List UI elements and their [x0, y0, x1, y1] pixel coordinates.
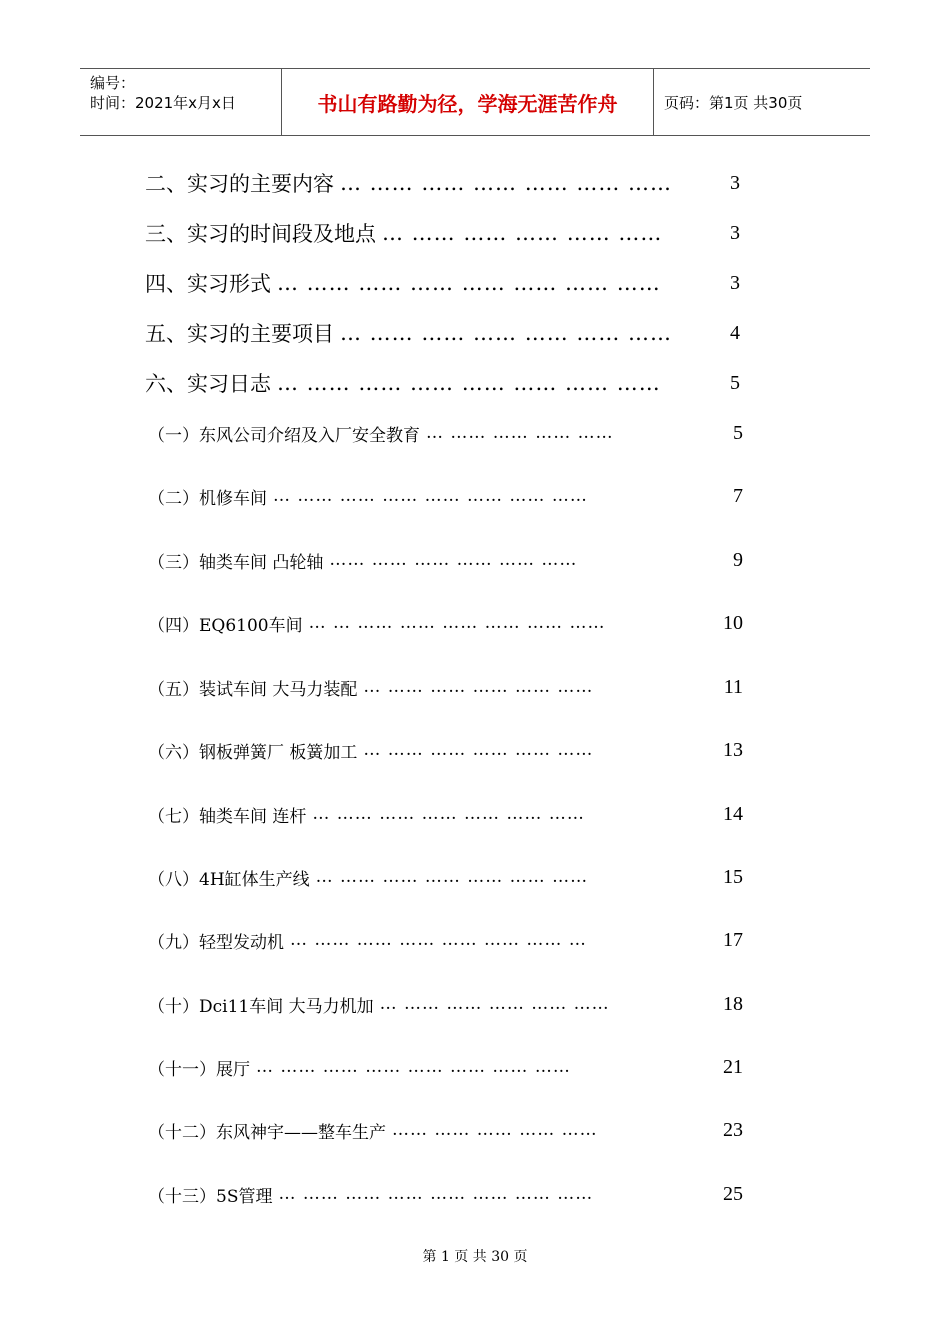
toc-entry-label: 二、实习的主要内容	[145, 172, 334, 196]
toc-entry[interactable]	[148, 482, 743, 510]
toc-page-number: 5	[730, 371, 740, 394]
toc-leader-dots: … …… …… …… …… ……	[363, 740, 594, 760]
page-footer: 第 1 页 共 30 页	[422, 1249, 528, 1265]
toc-leader-dots: … …… …… …… …… …… ……	[340, 321, 673, 345]
toc-entry-label: （七）轴类车间 连杆	[148, 806, 307, 827]
toc-page-number: 5	[733, 421, 743, 444]
toc-entry[interactable]	[145, 318, 740, 348]
toc-entry-label: （八）4H缸体生产线	[148, 869, 310, 890]
toc-page-number: 23	[723, 1118, 743, 1141]
toc-entry[interactable]	[145, 368, 740, 398]
toc-leader-dots: … …… …… …… …… …… …… …	[290, 930, 587, 950]
toc-entry-label: （二）机修车间	[148, 488, 267, 509]
toc-leader-dots: … …… …… …… …… …… …… ……	[277, 371, 661, 395]
header-meta	[80, 69, 282, 135]
toc-entry[interactable]	[148, 926, 743, 954]
toc-leader-dots: … …… …… …… ……	[426, 423, 614, 443]
toc-entry[interactable]	[145, 168, 740, 198]
toc-entry[interactable]	[148, 1053, 743, 1081]
header-page-info: 页码：第1页 共30页	[664, 93, 803, 112]
toc-leader-dots: …… …… …… …… …… ……	[329, 550, 578, 570]
toc-page-number: 3	[730, 221, 740, 244]
toc-entry[interactable]	[148, 736, 743, 764]
toc-page-number: 9	[733, 548, 743, 571]
toc-leader-dots: … …… …… …… …… …… …… ……	[273, 486, 588, 506]
toc-entry[interactable]	[145, 268, 740, 298]
toc-leader-dots: … …… …… …… …… ……	[363, 677, 594, 697]
toc-page-number: 15	[723, 865, 743, 888]
toc-leader-dots: …… …… …… …… ……	[392, 1120, 598, 1140]
toc-entry-label: （三）轴类车间 凸轮轴	[148, 552, 324, 573]
document-header	[80, 68, 870, 136]
toc-entry[interactable]	[148, 863, 743, 891]
toc-entry[interactable]	[148, 990, 743, 1018]
toc-page-number: 3	[730, 171, 740, 194]
toc-entry[interactable]	[148, 673, 743, 701]
toc-leader-dots: … …… …… …… …… …… …… ……	[256, 1057, 571, 1077]
toc-entry-label: （一）东风公司介绍及入厂安全教育	[148, 425, 420, 446]
toc-entry-label: 四、实习形式	[145, 272, 271, 296]
toc-entry[interactable]	[148, 609, 743, 637]
toc-page-number: 21	[723, 1055, 743, 1078]
toc-leader-dots: … …… …… …… …… ……	[382, 221, 663, 245]
toc-entry[interactable]	[148, 800, 743, 828]
toc-page-number: 3	[730, 271, 740, 294]
toc-page-number: 13	[723, 738, 743, 761]
toc-leader-dots: … …… …… …… …… ……	[379, 994, 610, 1014]
header-motto: 书山有路勤为径，学海无涯苦作舟	[282, 69, 654, 135]
toc-entry-label: （十二）东风神宇——整车生产	[148, 1122, 386, 1143]
toc-page-number: 10	[723, 611, 743, 634]
toc-leader-dots: … …… …… …… …… …… …… ……	[278, 1184, 594, 1204]
toc-page-number: 4	[730, 321, 740, 344]
toc-entry-label: （五）装试车间 大马力装配	[148, 679, 358, 700]
toc-entry[interactable]	[145, 218, 740, 248]
toc-page-number: 7	[733, 484, 743, 507]
time-label: 时间：2021年x月x日	[90, 94, 236, 112]
toc-entry[interactable]	[148, 546, 743, 574]
toc-page-number: 17	[723, 928, 743, 951]
toc-entry-label: （十）Dci11车间 大马力机加	[148, 996, 374, 1017]
toc-entry[interactable]	[148, 1180, 743, 1208]
toc-leader-dots: … …… …… …… …… …… ……	[312, 804, 585, 824]
toc-entry[interactable]	[148, 1116, 743, 1144]
toc-entry-label: （六）钢板弹簧厂 板簧加工	[148, 742, 358, 763]
toc-entry-label: 六、实习日志	[145, 372, 271, 396]
toc-page-number: 14	[723, 802, 743, 825]
toc-entry-label: 三、实习的时间段及地点	[145, 222, 376, 246]
toc-page-number: 11	[723, 675, 743, 698]
toc-entry-label: （十三）5S管理	[148, 1186, 273, 1207]
number-label: 编号：	[90, 74, 136, 92]
toc-leader-dots: … …… …… …… …… …… …… ……	[277, 271, 661, 295]
toc-page-number: 18	[723, 992, 743, 1015]
toc-entry-label: 五、实习的主要项目	[145, 322, 334, 346]
toc-leader-dots: … …… …… …… …… …… ……	[315, 867, 589, 887]
toc-entry-label: （九）轻型发动机	[148, 932, 284, 953]
toc-leader-dots: … … …… …… …… …… …… ……	[308, 613, 606, 633]
toc-entry[interactable]	[148, 419, 743, 447]
toc-page-number: 25	[723, 1182, 743, 1205]
toc-entry-label: （十一）展厅	[148, 1059, 250, 1080]
toc-leader-dots: … …… …… …… …… …… ……	[340, 171, 673, 195]
toc-entry-label: （四）EQ6100车间	[148, 615, 303, 636]
